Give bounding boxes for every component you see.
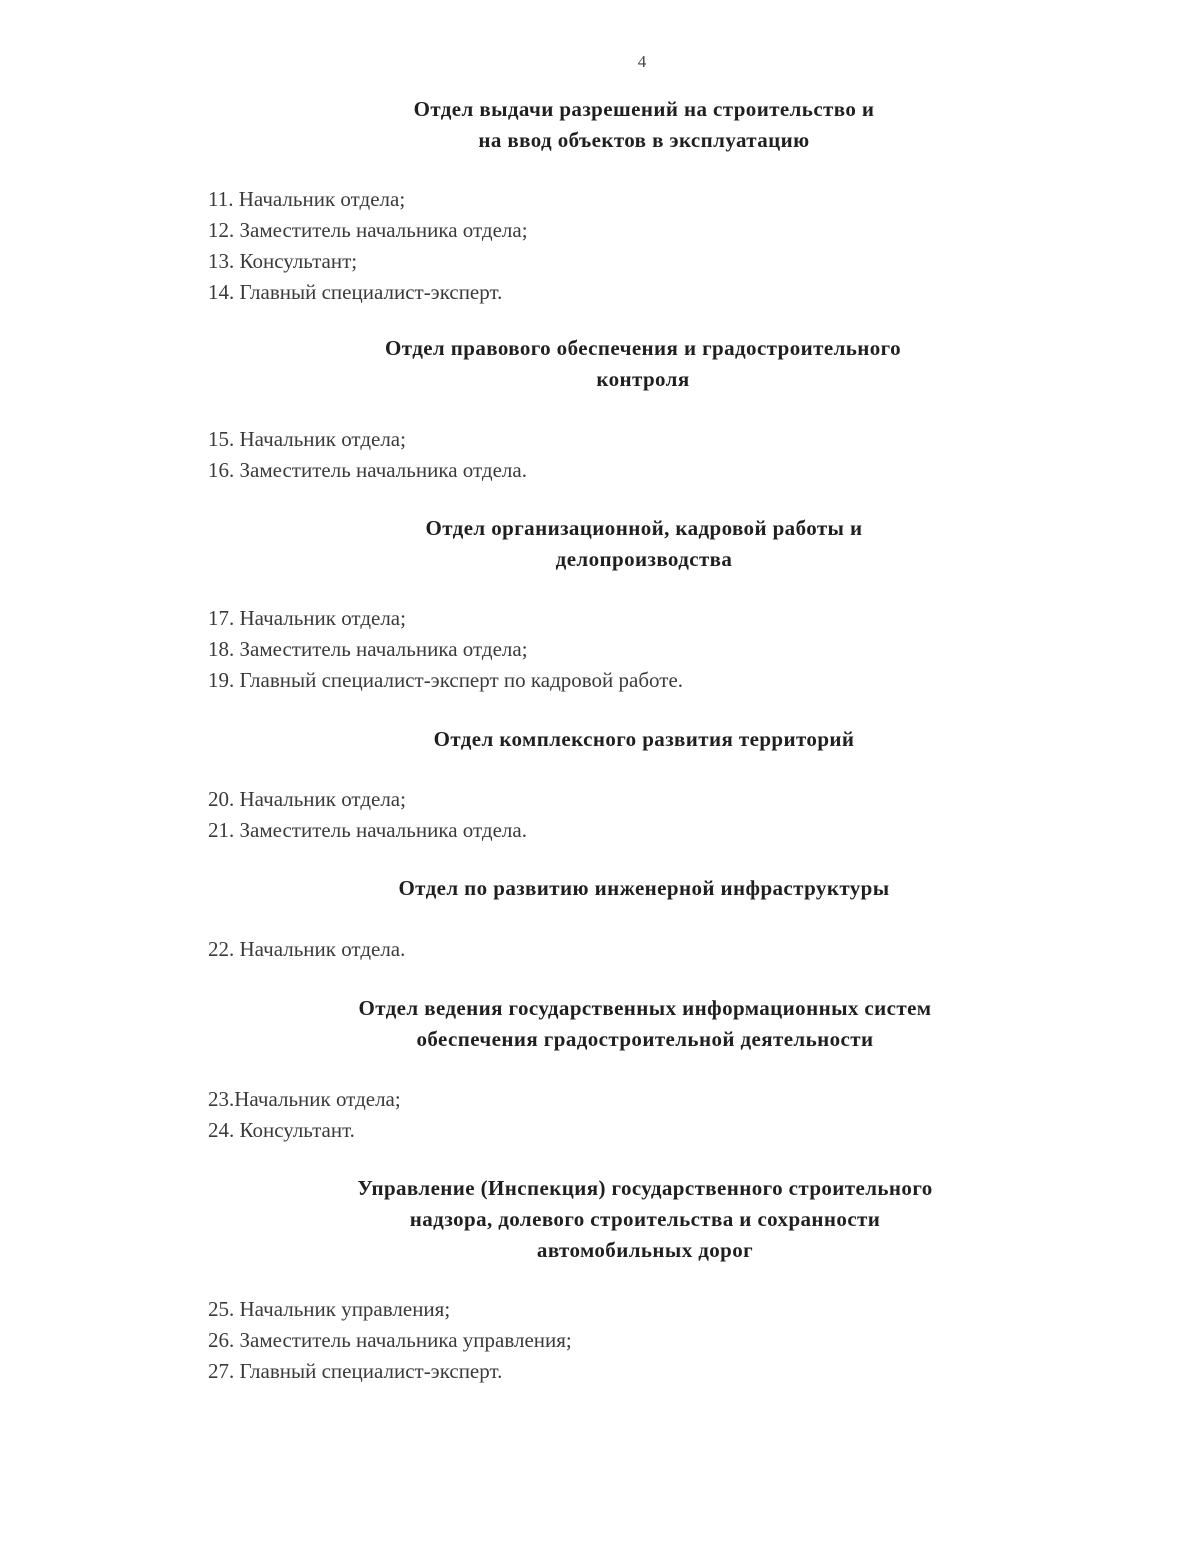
section-heading — [0, 873, 1200, 904]
section-heading — [0, 724, 1200, 755]
heading-line: Отдел выдачи разрешений на строительство и — [413, 97, 875, 121]
list-item: 26. Заместитель начальника управления; — [208, 1328, 572, 1352]
position-list — [208, 603, 683, 696]
heading-line: контроля — [596, 367, 690, 391]
heading-line: надзора, долевого строительства и сохранности — [409, 1207, 881, 1231]
position-list — [208, 934, 405, 965]
heading-line: Отдел организационной, кадровой работы и — [425, 516, 863, 540]
position-list — [208, 424, 527, 486]
list-item: 14. Главный специалист-эксперт. — [208, 280, 503, 304]
list-item: 18. Заместитель начальника отдела; — [208, 637, 528, 661]
section-heading — [0, 993, 1200, 1055]
list-item: 15. Начальник отдела; — [208, 427, 406, 451]
list-item: 23.Начальник отдела; — [208, 1087, 401, 1111]
position-list — [208, 184, 528, 308]
heading-line: обеспечения градостроительной деятельности — [416, 1027, 874, 1051]
heading-line: делопроизводства — [555, 547, 733, 571]
list-item: 24. Консультант. — [208, 1118, 355, 1142]
heading-line: Отдел комплексного развития территорий — [433, 727, 855, 751]
list-item: 25. Начальник управления; — [208, 1297, 451, 1321]
heading-line: Отдел правового обеспечения и градостроительного — [385, 336, 901, 360]
section-heading — [0, 94, 1200, 156]
heading-line: Отдел ведения государственных информационных систем — [358, 996, 932, 1020]
section-heading — [0, 513, 1200, 575]
list-item: 16. Заместитель начальника отдела. — [208, 458, 527, 482]
heading-line: на ввод объектов в эксплуатацию — [478, 128, 810, 152]
list-item: 17. Начальник отдела; — [208, 606, 406, 630]
page-number: 4 — [637, 52, 647, 71]
list-item: 22. Начальник отдела. — [208, 937, 406, 961]
position-list — [208, 1084, 401, 1146]
list-item: 11. Начальник отдела; — [208, 187, 406, 211]
list-item: 12. Заместитель начальника отдела; — [208, 218, 528, 242]
heading-line: Отдел по развитию инженерной инфраструктуры — [398, 876, 890, 900]
list-item: 21. Заместитель начальника отдела. — [208, 818, 527, 842]
list-item: 20. Начальник отдела; — [208, 787, 406, 811]
position-list — [208, 1294, 572, 1387]
list-item: 13. Консультант; — [208, 249, 358, 273]
heading-line: автомобильных дорог — [536, 1238, 754, 1262]
heading-line: Управление (Инспекция) государственного строительного — [357, 1176, 933, 1200]
section-heading — [0, 333, 1200, 395]
list-item: 19. Главный специалист-эксперт по кадровой работе. — [208, 668, 684, 692]
section-heading — [0, 1173, 1200, 1266]
position-list — [208, 784, 527, 846]
list-item: 27. Главный специалист-эксперт. — [208, 1359, 503, 1383]
